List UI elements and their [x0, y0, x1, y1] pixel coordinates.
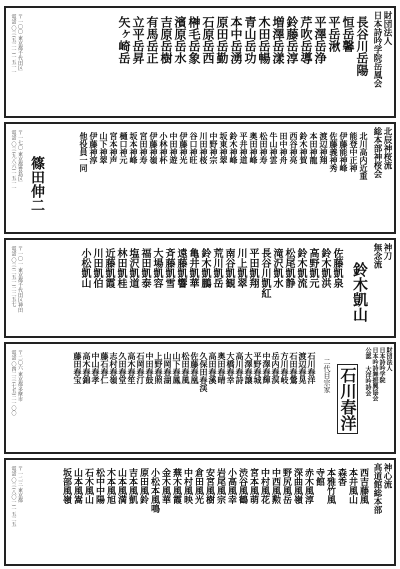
member-name: 高木春錦 — [82, 352, 92, 384]
member-name: 金木風華 — [160, 468, 170, 504]
member-name: 伊藤神嶺 — [149, 132, 159, 164]
member-name: 牛山神雲 — [269, 132, 279, 164]
member-name: 小松凱山 — [79, 248, 90, 288]
member-name: 鈴木神峰 — [229, 132, 239, 164]
member-name: 木本風旭 — [105, 468, 115, 504]
member-name: 松尾凱静 — [283, 248, 294, 288]
member-name: 上野春照 — [154, 352, 164, 384]
member-name: 坂本神峰 — [129, 132, 139, 164]
member-name: 山本風嵩 — [72, 468, 82, 504]
member-name: 他役員一同 — [79, 132, 89, 172]
member-name: 斉藤凱雪 — [163, 248, 174, 288]
member-name: 平井神道 — [239, 132, 249, 164]
name-list — [61, 468, 368, 513]
member-name: 平澤岳浄 — [313, 16, 327, 64]
member-name: 伊藤能神峰 — [339, 132, 349, 172]
member-name: 塩沢凱道 — [127, 248, 138, 288]
member-name: 滝沢凱水 — [271, 248, 282, 288]
member-name: 中村風花 — [259, 468, 269, 504]
member-name: 平田凱翔 — [247, 248, 258, 288]
member-name: 倉田風光 — [193, 468, 203, 504]
org-name: 財団法人 日本詩吟学院岳風会 — [372, 11, 392, 88]
member-name: 久保田春渓 — [199, 352, 209, 392]
member-name: 坂東神翠 — [219, 132, 229, 164]
panel-shinoukai — [4, 122, 396, 234]
member-name: 川田神桜 — [199, 132, 209, 164]
member-name: 渡辺春晃 — [298, 352, 308, 384]
member-name: 近藤凱霞 — [103, 248, 114, 288]
member-name: 伊藤神淳 — [89, 132, 99, 164]
org-name: 財団法人 日本詩吟学院 日本吟詩舞振興協会 公認 大洋吟詩会 — [364, 347, 392, 401]
member-name: 中澤春輝 — [262, 352, 272, 384]
member-name: 吉本風凱 — [127, 468, 137, 504]
member-name: 原田風鈴 — [138, 468, 148, 504]
member-name: 岳内春溟 — [271, 352, 281, 384]
org-name: 北辰神桜流 総本部神桜会 — [372, 127, 392, 178]
member-name: 松田神寿 — [259, 132, 269, 164]
member-name: 宮本風萌 — [248, 468, 258, 504]
member-name: 安宮風樹 — [204, 468, 214, 504]
member-name: 深曲風嶺 — [292, 468, 302, 504]
org-name: 神心流 高道館総本部 — [372, 463, 392, 514]
member-name: 宮田神寿 — [139, 132, 149, 164]
member-name: 高野凱元 — [307, 248, 318, 288]
member-name: 原田岳勤 — [215, 16, 229, 64]
member-name: 石木風山 — [83, 468, 93, 504]
member-name: 中野神宗 — [209, 132, 219, 164]
member-name: 野尻風岳 — [281, 468, 291, 504]
member-name: 佐藤春凰 — [190, 352, 200, 384]
member-name: 石岡春汀 — [136, 352, 146, 384]
member-name: 渋谷風鶴 — [237, 468, 247, 504]
member-name: 高川春詩 — [235, 352, 245, 384]
panel-taiyoginshikai — [4, 342, 396, 454]
panel-gakufukai — [4, 6, 396, 118]
member-name: 山下神翠 — [99, 132, 109, 164]
member-name: 福田凱泰 — [139, 248, 150, 288]
member-name: 赤木風淳 — [303, 468, 313, 504]
member-name: 中西風勲 — [270, 468, 280, 504]
member-name: 石原岳西 — [201, 16, 215, 64]
address-block: 〒一〇〇 東京都千代田区 電話 〇三(五二一)一五一一 — [10, 14, 23, 75]
member-name: 石田春鶯 — [289, 352, 299, 384]
member-name: 芹吹岳導 — [299, 16, 313, 64]
member-name: 藤田春宝 — [73, 352, 83, 384]
member-name: 吉原岳樹 — [159, 16, 173, 64]
member-name: 榊毛岳象 — [187, 16, 201, 64]
member-name: 大場凱容 — [151, 248, 162, 288]
member-name: 中田春鼓 — [145, 352, 155, 384]
member-name: 中田神遊 — [169, 132, 179, 164]
member-name: 亀井凱華 — [187, 248, 198, 288]
member-name: 能登中正神 — [349, 132, 359, 172]
member-name: 北川高内近重 — [359, 132, 369, 180]
address-block: 〒一七〇 東京都豊島区 電話 〇三(九八六)一五一一 — [10, 130, 23, 191]
member-name: 林田凱桂 — [115, 248, 126, 288]
member-name: 中山春孝 — [91, 352, 101, 384]
member-name: 恒岳馨 — [341, 16, 355, 52]
name-list — [117, 16, 368, 76]
member-name: 本井風山 — [347, 468, 357, 504]
member-name: 平岳湫 — [327, 16, 341, 52]
address-block: 〒二〇六 東京都多摩市 電話 〇四二三(七五)二一〇〇 — [10, 350, 23, 416]
member-name: 佐藤義神秀 — [329, 132, 339, 172]
member-name: 伊藤神光 — [179, 132, 189, 164]
member-name: 荒川凱岳 — [211, 248, 222, 288]
leader-role: 二代目宗家 — [323, 358, 331, 393]
member-name: 岩尾風宗 — [215, 468, 225, 504]
member-name: 中村風映 — [182, 468, 192, 504]
member-name: 谷口神旺 — [189, 132, 199, 164]
member-name: 奥田神峰 — [249, 132, 259, 164]
member-name: 鈴藤岳淳 — [285, 16, 299, 64]
member-name: 立平岳昇 — [131, 16, 145, 64]
member-name: 奥田春晴 — [217, 352, 227, 384]
member-name: 佐藤凱泉 — [331, 248, 342, 288]
member-name: 有馬岳正 — [145, 16, 159, 64]
leader-name: 鈴木凱山 — [351, 262, 369, 322]
member-name: 高木春笙 — [127, 352, 137, 384]
member-name: 山岡春湖 — [163, 352, 173, 384]
member-name: 長谷川凱紅 — [259, 248, 270, 298]
member-name: 寺館 — [314, 468, 324, 486]
member-name: 蕪木風霞 — [171, 468, 181, 504]
member-name: 木田岳暢 — [257, 16, 271, 64]
member-name: 方川春岐 — [280, 352, 290, 384]
member-name: 石川春洋 — [307, 352, 317, 384]
member-name: 本雅竹風 — [325, 468, 335, 504]
leader-name: 石川春洋 — [337, 364, 358, 434]
name-list — [74, 352, 316, 392]
member-name: 鈴木神賀 — [299, 132, 309, 164]
member-name: 南谷凱観 — [223, 248, 234, 288]
member-name: 遠藤凱響 — [175, 248, 186, 288]
member-name: 高田春溪 — [208, 352, 218, 384]
member-name: 田中神舟 — [279, 132, 289, 164]
member-name: 平野春城 — [253, 352, 263, 384]
member-name: 宮本神声 — [109, 132, 119, 164]
member-name: 山下春鳳 — [172, 352, 182, 384]
member-name: 濱原岳水 — [173, 16, 187, 64]
member-name: 本田神龍 — [309, 132, 319, 164]
member-name: 鈴木凱洪 — [319, 248, 330, 288]
leader-name: 篠田伸二 — [29, 156, 45, 212]
member-name: 本中岳湧 — [229, 16, 243, 64]
member-name: 渡辺神翔 — [319, 132, 329, 164]
member-name: 志村春嶺 — [109, 352, 119, 384]
name-list — [79, 248, 342, 298]
member-name: 藤石春仁 — [100, 352, 110, 384]
member-name: 西吉藤風 — [358, 468, 368, 504]
member-name: 青山岳功 — [243, 16, 257, 64]
member-name: 松田春風 — [181, 352, 191, 384]
member-name: 増澤岳漾 — [271, 16, 285, 64]
member-name: 川田凱伯 — [91, 248, 102, 288]
org-name: 神刀 無念流 — [372, 243, 392, 269]
member-name: 樋口神元 — [119, 132, 129, 164]
name-list — [79, 132, 368, 180]
member-name: 森香 — [336, 468, 346, 486]
panel-munenryu — [4, 238, 396, 338]
panel-kodokan — [4, 458, 396, 566]
member-name: 大澤春譲 — [244, 352, 254, 384]
member-name: 坂部風嶺 — [61, 468, 71, 504]
member-name: 鈴木凱流 — [295, 248, 306, 288]
member-name: 小松本風鳴 — [149, 468, 159, 513]
member-name: 松中中陽 — [94, 468, 104, 504]
address-block: 〒一〇一 東京都千代田区神田 電話 〇三(二五一)二二五七 — [10, 246, 23, 313]
address-block: 〒一二三 東京都 電話 〇三(八〇一)一五二五 — [10, 466, 23, 527]
member-name: 小林神杯 — [159, 132, 169, 164]
member-name: 鈴木凱鵬 — [199, 248, 210, 288]
member-name: 久田春堂 — [118, 352, 128, 384]
member-name: 小高風幸 — [226, 468, 236, 504]
member-name: 長谷川岳陽 — [355, 16, 369, 76]
member-name: 川上凱翠 — [235, 248, 246, 288]
member-name: 西谷神亮 — [289, 132, 299, 164]
member-name: 大橋春幸 — [226, 352, 236, 384]
member-name: 矢ヶ崎岳 — [117, 16, 131, 64]
member-name: 山本風満 — [116, 468, 126, 504]
